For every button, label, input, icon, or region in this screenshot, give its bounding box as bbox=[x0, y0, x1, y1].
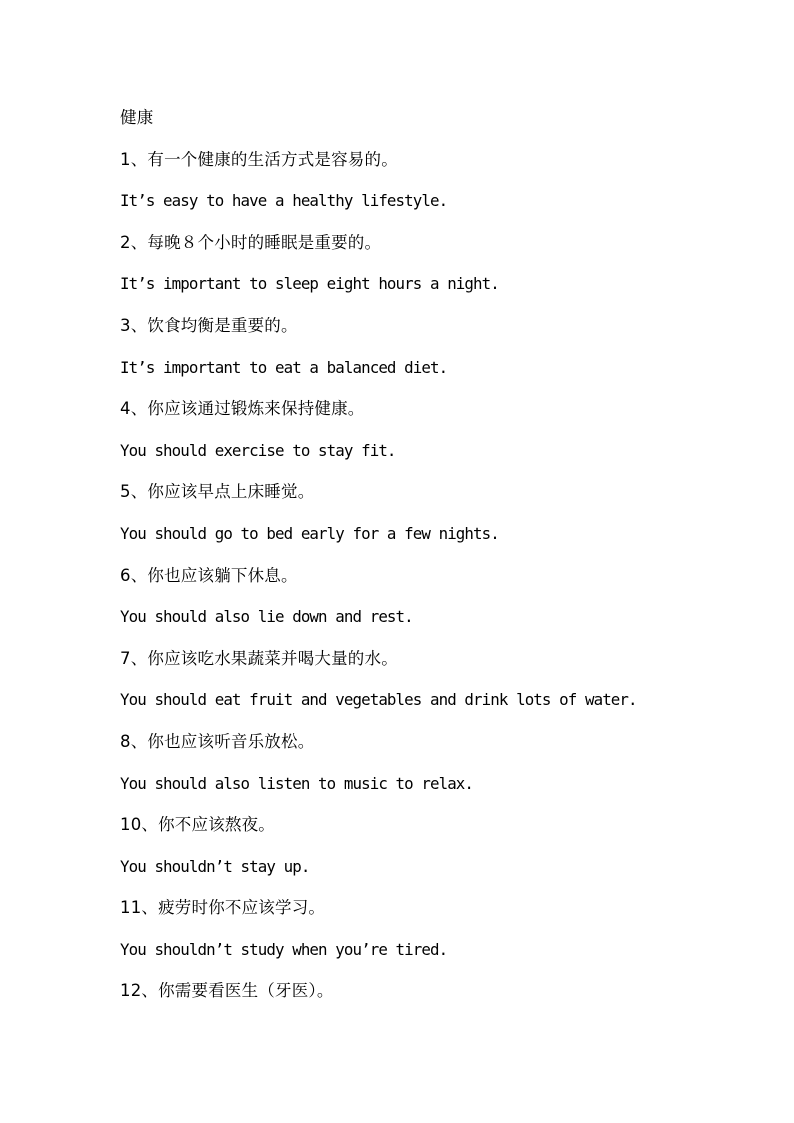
entry-1-english: It’s easy to have a healthy lifestyle. bbox=[120, 191, 448, 211]
entry-5-english: You should go to bed early for a few nights. bbox=[120, 523, 499, 543]
entry-1-chinese: 1、有一个健康的生活方式是容易的。 bbox=[120, 149, 398, 169]
entry-7-english: You should eat fruit and vegetables and drink lots of water. bbox=[120, 690, 637, 710]
entry-11-chinese: 11、疲劳时你不应该学习。 bbox=[120, 898, 326, 918]
entry-2-chinese: 2、每晚８个小时的睡眠是重要的。 bbox=[120, 232, 382, 252]
entry-4-chinese: 4、你应该通过锻炼来保持健康。 bbox=[120, 399, 365, 419]
entry-7-chinese: 7、你应该吃水果蔬菜并喝大量的水。 bbox=[120, 648, 398, 668]
entry-8-chinese: 8、你也应该听音乐放松。 bbox=[120, 731, 315, 751]
document-body bbox=[120, 103, 760, 1018]
entry-8-english: You should also listen to music to relax. bbox=[120, 773, 474, 793]
entry-10-english: You shouldn’t stay up. bbox=[120, 856, 310, 876]
document-title: 健康 bbox=[120, 108, 154, 127]
entry-6-english: You should also lie down and rest. bbox=[120, 607, 413, 627]
entry-5-chinese: 5、你应该早点上床睡觉。 bbox=[120, 482, 315, 502]
entry-6-chinese: 6、你也应该躺下休息。 bbox=[120, 565, 298, 585]
entry-11-english: You shouldn’t study when you’re tired. bbox=[120, 939, 448, 959]
entry-2-english: It’s important to sleep eight hours a night. bbox=[120, 274, 499, 294]
entry-10-chinese: 10、你不应该熬夜。 bbox=[120, 815, 275, 835]
entry-3-chinese: 3、饮食均衡是重要的。 bbox=[120, 315, 298, 335]
entry-12-chinese: 12、你需要看医生（牙医）。 bbox=[120, 981, 334, 1001]
entry-3-english: It’s important to eat a balanced diet. bbox=[120, 357, 448, 377]
entry-4-english: You should exercise to stay fit. bbox=[120, 440, 396, 460]
